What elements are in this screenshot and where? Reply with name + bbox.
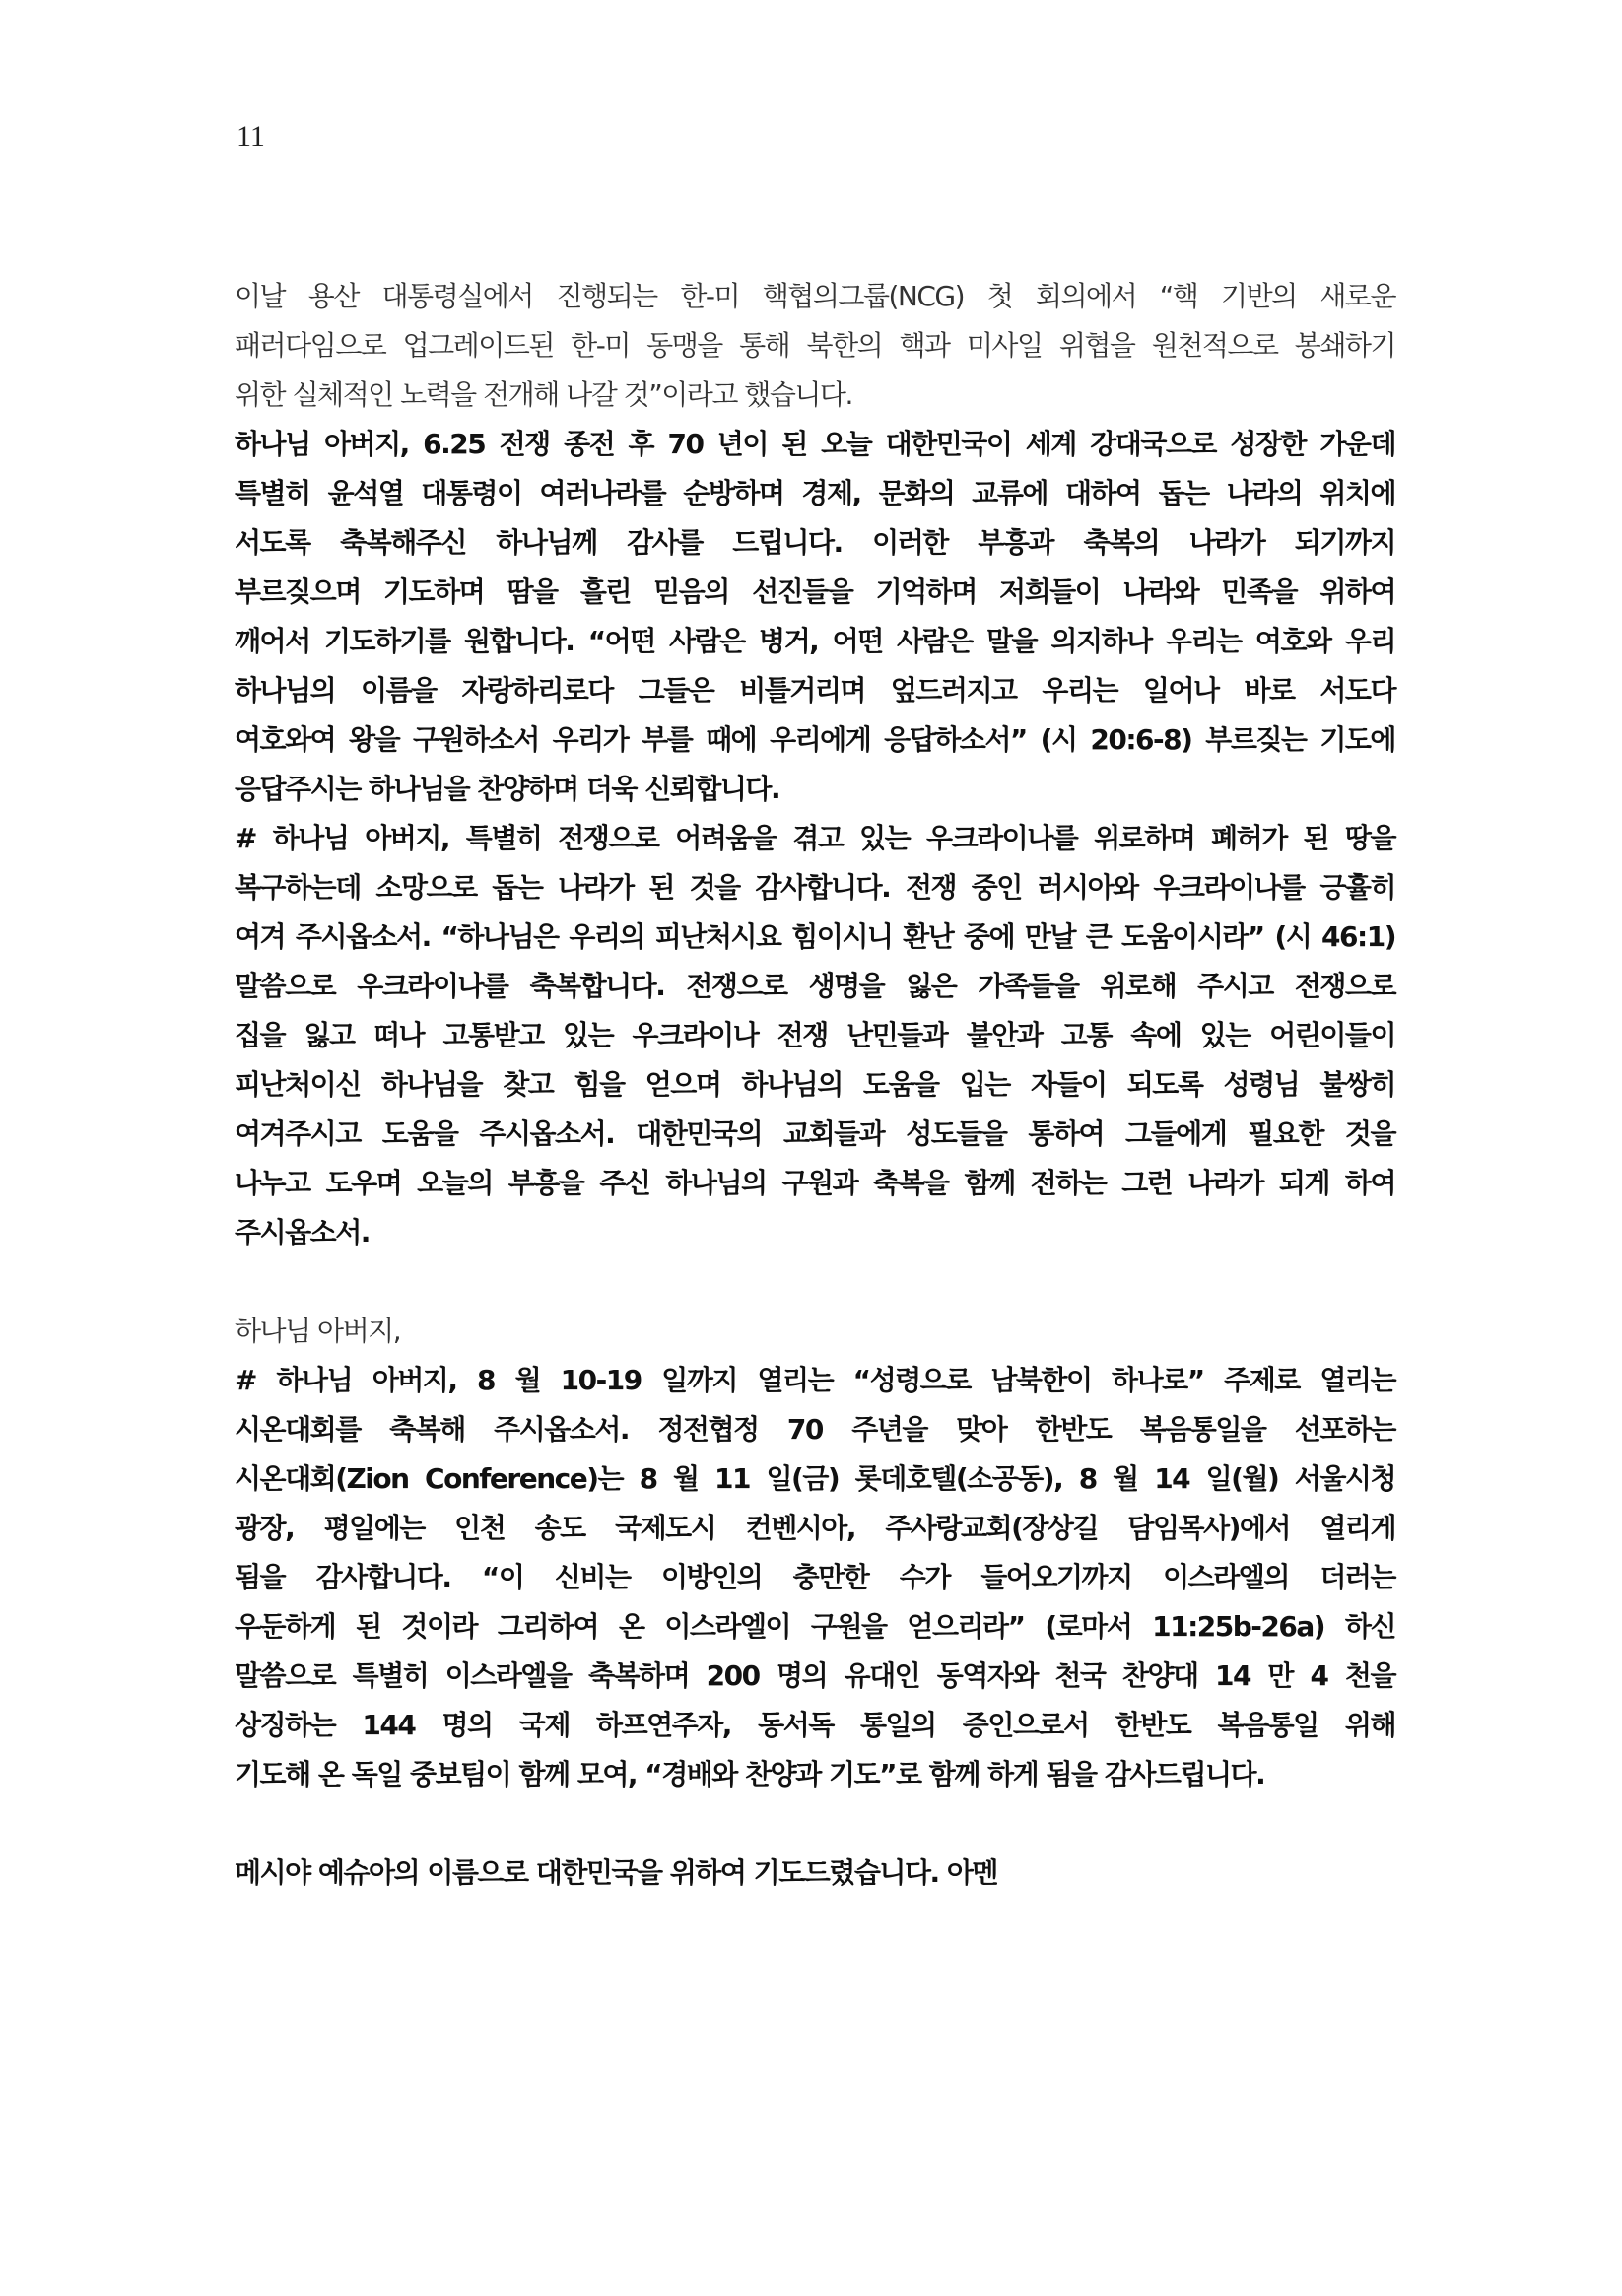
text-line: 말씀으로 우크라이나를 축복합니다. 전쟁으로 생명을 잃은 가족들을 위로해 주시고 전쟁으로 xyxy=(235,970,1395,1002)
paragraph-ncg-meeting xyxy=(235,272,1395,420)
text-line: # 하나님 아버지, 특별히 전쟁으로 어려움을 겪고 있는 우크라이나를 위로하며 폐허가 된 땅을 xyxy=(235,822,1395,854)
text-line: 됨을 감사합니다. “이 신비는 이방인의 충만한 수가 들어오기까지 이스라엘의 더러는 xyxy=(235,1561,1395,1593)
text-line: 나누고 도우며 오늘의 부흥을 주신 하나님의 구원과 축복을 함께 전하는 그런 나라가 되게 하여 xyxy=(235,1167,1395,1199)
document-body xyxy=(235,272,1395,1898)
text-line: 패러다임으로 업그레이드된 한-미 동맹을 통해 북한의 핵과 미사일 위협을 원천적으로 봉쇄하기 xyxy=(235,329,1395,362)
text-line: 하나님 아버지, 6.25 전쟁 종전 후 70 년이 된 오늘 대한민국이 세계 강대국으로 성장한 가운데 xyxy=(235,428,1395,460)
text-line: 주시옵소서. xyxy=(235,1216,370,1249)
paragraph-thanksgiving xyxy=(235,420,1395,814)
text-line: 피난처이신 하나님을 찾고 힘을 얻으며 하나님의 도움을 입는 자들이 되도록 성령님 불쌍히 xyxy=(235,1068,1395,1101)
text-line: 부르짖으며 기도하며 땀을 흘린 믿음의 선진들을 기억하며 저희들이 나라와 민족을 위하여 xyxy=(235,575,1395,608)
text-line: 서도록 축복해주신 하나님께 감사를 드립니다. 이러한 부흥과 축복의 나라가 되기까지 xyxy=(235,526,1395,559)
paragraph-ukraine xyxy=(235,814,1395,1257)
page-number: 11 xyxy=(237,120,265,153)
text-line: 응답주시는 하나님을 찬양하며 더욱 신뢰합니다. xyxy=(235,773,780,805)
text-line: 말씀으로 특별히 이스라엘을 축복하며 200 명의 유대인 동역자와 천국 찬양대 14 만 4 천을 xyxy=(235,1659,1395,1692)
paragraph-zion-conference xyxy=(235,1307,1395,1799)
text-line: 우둔하게 된 것이라 그리하여 온 이스라엘이 구원을 얻으리라” (로마서 11:25b-26a) 하신 xyxy=(235,1610,1395,1643)
text-line: 특별히 윤석열 대통령이 여러나라를 순방하며 경제, 문화의 교류에 대하여 돕는 나라의 위치에 xyxy=(235,477,1395,509)
text-line: 시온대회를 축복해 주시옵소서. 정전협정 70 주년을 맞아 한반도 복음통일을 선포하는 xyxy=(235,1413,1395,1446)
text-line: 시온대회(Zion Conference)는 8 월 11 일(금) 롯데호텔(소공동), 8 월 14 일(월) 서울시청 xyxy=(235,1462,1395,1495)
text-line: 여호와여 왕을 구원하소서 우리가 부를 때에 우리에게 응답하소서” (시 20:6-8) 부르짖는 기도에 xyxy=(235,723,1395,756)
text-line: 이날 용산 대통령실에서 진행되는 한-미 핵협의그룹(NCG) 첫 회의에서 “핵 기반의 새로운 xyxy=(235,280,1395,312)
text-line: 복구하는데 소망으로 돕는 나라가 된 것을 감사합니다. 전쟁 중인 러시아와 우크라이나를 긍휼히 xyxy=(235,871,1395,904)
closing-prayer: 메시야 예슈아의 이름으로 대한민국을 위하여 기도드렸습니다. 아멘 xyxy=(235,1857,997,1889)
text-line: 하나님의 이름을 자랑하리로다 그들은 비틀거리며 엎드러지고 우리는 일어나 바로 서도다 xyxy=(235,674,1395,707)
text-line: 여겨주시고 도움을 주시옵소서. 대한민국의 교회들과 성도들을 통하여 그들에게 필요한 것을 xyxy=(235,1117,1395,1150)
text-line: 위한 실체적인 노력을 전개해 나갈 것”이라고 했습니다. xyxy=(235,378,852,411)
text-line: 깨어서 기도하기를 원합니다. “어떤 사람은 병거, 어떤 사람은 말을 의지하나 우리는 여호와 우리 xyxy=(235,625,1395,657)
text-line: 집을 잃고 떠나 고통받고 있는 우크라이나 전쟁 난민들과 불안과 고통 속에 있는 어린이들이 xyxy=(235,1019,1395,1051)
text-line: # 하나님 아버지, 8 월 10-19 일까지 열리는 “성령으로 남북한이 하나로” 주제로 열리는 xyxy=(235,1364,1395,1396)
text-line: 하나님 아버지, xyxy=(235,1315,401,1347)
text-line: 기도해 온 독일 중보팀이 함께 모여, “경배와 찬양과 기도”로 함께 하게 됨을 감사드립니다. xyxy=(235,1758,1265,1790)
paragraph-spacer xyxy=(235,1257,1395,1307)
text-line: 상징하는 144 명의 국제 하프연주자, 동서독 통일의 증인으로서 한반도 복음통일 위해 xyxy=(235,1709,1395,1741)
text-line: 여겨 주시옵소서. “하나님은 우리의 피난처시요 힘이시니 환난 중에 만날 큰 도움이시라” (시 46:1) xyxy=(235,920,1395,953)
text-line: 광장, 평일에는 인천 송도 국제도시 컨벤시아, 주사랑교회(장상길 담임목사)에서 열리게 xyxy=(235,1512,1395,1544)
